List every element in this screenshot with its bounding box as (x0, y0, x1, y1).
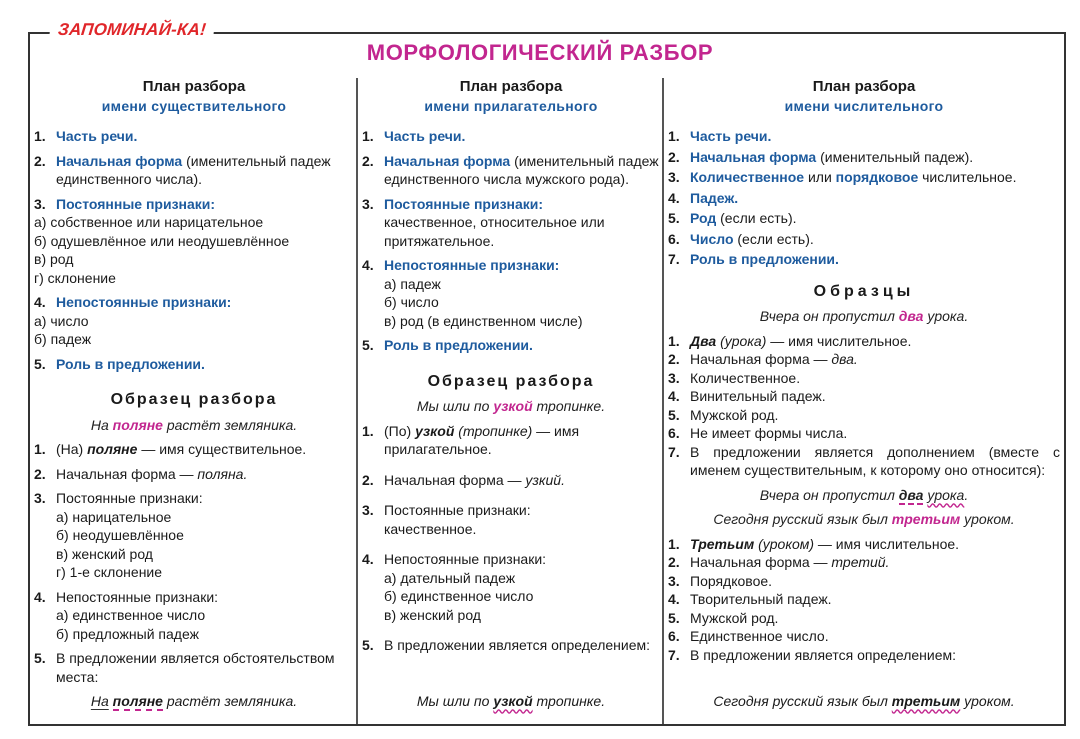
plan-item: 7. Роль в предложении. (668, 251, 839, 267)
plan-subtitle: имени существительного (101, 97, 287, 114)
plan-item: 2. Начальная форма (именительный падеж единственного числа). (34, 152, 331, 187)
numeral-header (668, 78, 1060, 115)
sub-item: а) собственное или нарицательное (34, 214, 264, 230)
analysis-item: 5. В предложении является определением: (362, 637, 651, 653)
plan-item: 2. Начальная форма (именительный падеж единственного числа мужского рода). (362, 152, 659, 187)
sub-item: г) склонение (34, 269, 116, 286)
plan-item: 1. Часть речи. (362, 128, 466, 144)
plan-subtitle: имени числительного (784, 97, 944, 114)
example-underlined: Сегодня русский язык был третьим уроком. (713, 692, 1015, 709)
example-underlined: Вчера он пропустил два урока. (759, 486, 969, 503)
analysis-item: 2. Начальная форма — третий. (668, 554, 890, 570)
analysis-item: 1. Третьим (уроком) — имя числительное. (668, 535, 960, 552)
analysis-item: 3. Количественное. (668, 369, 801, 386)
example-underlined: На поляне растёт земляника. (90, 692, 298, 709)
sub-item: а) дательный падеж (384, 569, 516, 586)
plan-item: 3. Количественное или порядковое числительное. (668, 169, 1017, 185)
analysis-item: 4. Винительный падеж. (668, 388, 826, 404)
sub-item: а) падеж (384, 275, 441, 292)
analysis-item: 7. В предложении является определением: (668, 646, 957, 663)
numeral-column (668, 78, 1060, 724)
sub-item: б) единственное число (384, 588, 534, 604)
analysis-item: 5. Мужской род. (668, 609, 779, 626)
analysis-item: 4. Творительный падеж. (668, 591, 832, 607)
plan-item: 1. Часть речи. (34, 128, 138, 144)
sub-item: б) предложный падеж (56, 625, 199, 642)
analysis-item: 1. Два (урока) — имя числительное. (668, 332, 912, 349)
analysis-item: 6. Единственное число. (668, 628, 829, 644)
plan-item: 4. Непостоянные признаки: (34, 294, 232, 310)
plan-item: 4. Падеж. (668, 189, 739, 206)
analysis-item: 3. Постоянные признаки: (362, 502, 531, 518)
sub-item: качественное, относительное или притяжательное. (384, 214, 605, 249)
plan-title: План разбора (459, 78, 563, 95)
plan-item: 5. Роль в предложении. (362, 337, 533, 353)
sub-item: г) 1-е склонение (56, 564, 163, 580)
sub-item: в) род (в единственном числе) (384, 312, 583, 329)
samples-heading: Образцы (813, 282, 915, 300)
sub-item: а) единственное число (56, 607, 206, 623)
plan-item: 3. Постоянные признаки: (34, 195, 216, 212)
adjective-column (362, 78, 660, 724)
analysis-item: 2. Начальная форма — поляна. (34, 465, 248, 482)
sub-item: в) род (34, 251, 74, 267)
plan-title: План разбора (812, 78, 916, 95)
sub-item: б) падеж (34, 331, 92, 347)
sample-heading: Образец разбора (110, 391, 278, 408)
plan-subtitle: имени прилагательного (424, 97, 598, 114)
analysis-item: 5. В предложении является обстоятельством места: (34, 650, 335, 685)
analysis-item: 3. Постоянные признаки: (34, 490, 203, 506)
adjective-header (362, 78, 660, 115)
column-divider (662, 78, 664, 724)
analysis-item: 5. Мужской род. (668, 406, 779, 423)
plan-title: План разбора (142, 78, 246, 95)
sub-item: б) одушевлённое или неодушевлённое (34, 232, 290, 249)
sub-item: в) женский род (56, 545, 153, 562)
example-sentence: На поляне растёт земляника. (90, 416, 298, 433)
analysis-item: 2. Начальная форма — узкий. (362, 471, 565, 488)
example-sentence: Мы шли по узкой тропинке. (416, 398, 606, 414)
plan-item: 2. Начальная форма (именительный падеж). (668, 148, 974, 165)
sample-heading: Образец разбора (427, 372, 595, 390)
plan-item: 6. Число (если есть). (668, 230, 814, 247)
analysis-item: 4. Непостоянные признаки: (362, 551, 547, 567)
analysis-item: 6. Не имеет формы числа. (668, 425, 848, 441)
analysis-item: 3. Порядковое. (668, 572, 773, 589)
plan-item: 1. Часть речи. (668, 128, 772, 144)
example-underlined: Мы шли по узкой тропинке. (416, 692, 606, 709)
noun-header (34, 78, 354, 115)
sub-item: а) нарицательное (56, 508, 172, 525)
example-sentence: Сегодня русский язык был третьим уроком. (713, 511, 1015, 527)
analysis-item: 4. Непостоянные признаки: (34, 588, 219, 605)
plan-item: 3. Постоянные признаки: (362, 195, 544, 212)
plan-item: 5. Род (если есть). (668, 210, 797, 226)
analysis-item: 1. (По) узкой (тропинке) — имя прилагательное. (362, 422, 580, 457)
example-sentence: Вчера он пропустил два урока. (759, 308, 969, 324)
analysis-item: 7. В предложении является дополнением (вместе с именем существительным, к которому оно относится): (668, 443, 1060, 478)
column-divider (356, 78, 358, 724)
sub-item: б) число (384, 294, 439, 310)
analysis-item: 2. Начальная форма — два. (668, 351, 858, 367)
sub-item: в) женский род (384, 606, 481, 623)
sub-item: а) число (34, 312, 89, 329)
sub-item: б) неодушевлённое (56, 527, 184, 543)
plan-item: 4. Непостоянные признаки: (362, 257, 560, 273)
analysis-item: 1. (На) поляне — имя существительное. (34, 441, 307, 457)
noun-column (34, 78, 354, 724)
sub-item: качественное. (384, 520, 477, 537)
remember-badge: ЗАПОМИНАЙ-КА! (49, 20, 215, 40)
page-title: МОРФОЛОГИЧЕСКИЙ РАЗБОР (366, 40, 714, 65)
plan-item: 5. Роль в предложении. (34, 355, 205, 372)
